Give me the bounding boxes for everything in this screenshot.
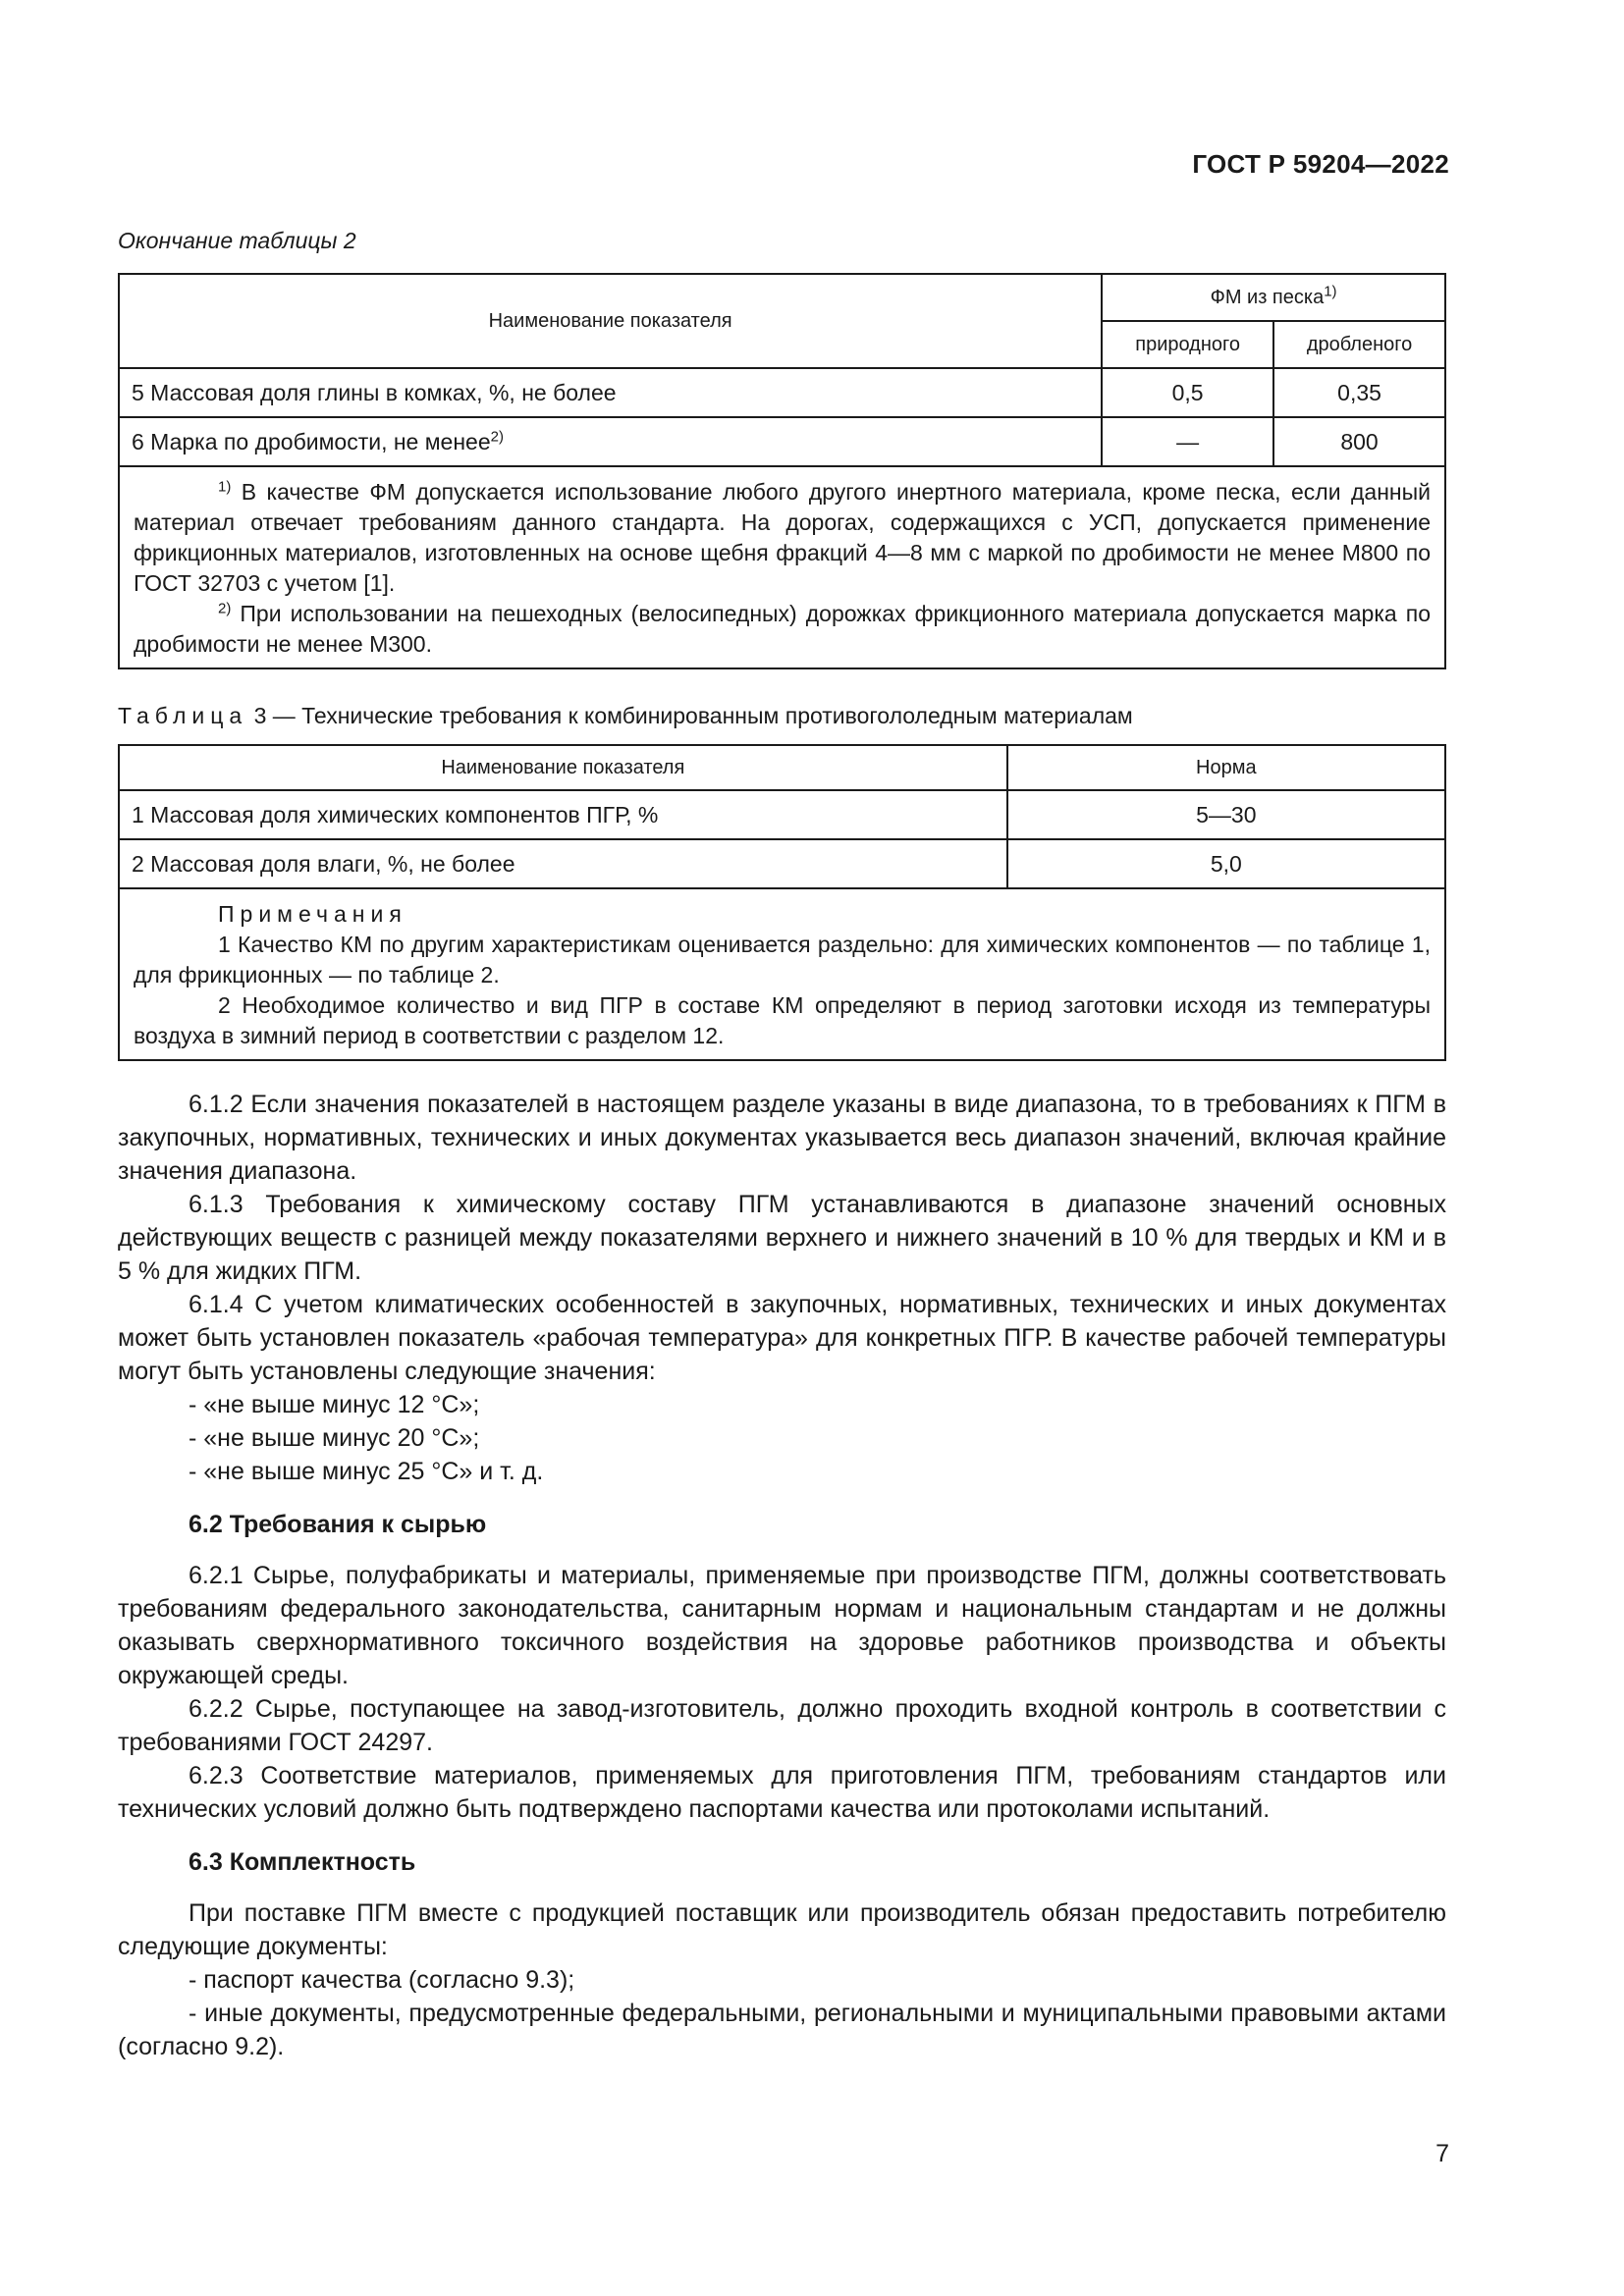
table3-caption: Таблица 3 — Технические требования к комбинированным противогололедным материалам: [118, 703, 1133, 728]
paragraph-6-1-2: 6.1.2 Если значения показателей в настоящем разделе указаны в виде диапазона, то в требованиях к ПГМ в закупочных, нормативных, технических и иных документах указывается весь диапазон значений, включая крайние значения диапазона.: [118, 1091, 1446, 1185]
standard-id: ГОСТ Р 59204—2022: [1192, 149, 1449, 179]
list-item: - «не выше минус 25 °С» и т. д.: [189, 1458, 544, 1485]
body-section-6: [118, 1088, 1446, 2063]
list-item: - «не выше минус 12 °С»;: [189, 1391, 480, 1418]
table-row: [119, 417, 1445, 466]
table3-row-name: 2 Массовая доля влаги, %, не более: [119, 839, 1007, 888]
table2-col-name: Наименование показателя: [119, 274, 1102, 368]
list-item: - иные документы, предусмотренные федеральными, региональными и муниципальными правовыми актами (согласно 9.2).: [118, 2000, 1446, 2060]
table2-row-crushed: 0,35: [1273, 368, 1445, 417]
footnote: $^{1)}$ В качестве ФМ допускается использование любого другого инертного материала, кроме песка, если данный материал отвечает требованиям данного стандарта. На дорогах, содержащихся с УСП, допускается применение фрикционных материалов, изготовленных на основе щебня фракций 4—8 мм с маркой по дробимости не менее М800 по ГОСТ 32703 с учетом [1].: [134, 478, 1431, 596]
table3-col-norm: Норма: [1007, 745, 1445, 790]
paragraph-6-2-1: 6.2.1 Сырье, полуфабрикаты и материалы, применяемые при производстве ПГМ, должны соответствовать требованиям федерального законодательства, санитарным нормам и национальным стандартам и не должны оказывать сверхнормативного токсичного воздействия на здоровье работников производства и объекты окружающей среды.: [118, 1562, 1446, 1689]
table3-row-norm: 5,0: [1007, 839, 1445, 888]
table2-row-natural: —: [1102, 417, 1273, 466]
table2-continuation-label: Окончание таблицы 2: [118, 228, 356, 253]
table2-footnotes: [119, 466, 1445, 668]
table-row: [119, 368, 1445, 417]
footnote: $^{2)}$ При использовании на пешеходных (велосипедных) дорожках фрикционного материала допускается марка по дробимости не менее М300.: [134, 600, 1431, 657]
table-2: [118, 273, 1446, 669]
table2-col-group: ФМ из песка$^{1)}$: [1102, 274, 1445, 321]
table3-col-name: Наименование показателя: [119, 745, 1007, 790]
table2-row-crushed: 800: [1273, 417, 1445, 466]
table2-col-crushed: дробленого: [1273, 321, 1445, 368]
notes-title: Примечания: [218, 901, 407, 927]
heading-6-2: 6.2 Требования к сырью: [189, 1511, 487, 1538]
paragraph-6-1-3: 6.1.3 Требования к химическому составу ПГМ устанавливаются в диапазоне значений основных действующих веществ с разницей между показателями верхнего и нижнего значений в 10 % для твердых и КМ и в 5 % для жидких ПГМ.: [118, 1191, 1446, 1285]
paragraph-6-2-2: 6.2.2 Сырье, поступающее на завод-изготовитель, должно проходить входной контроль в соответствии с требованиями ГОСТ 24297.: [118, 1695, 1446, 1756]
table3-notes: [119, 888, 1445, 1060]
paragraph-6-3: При поставке ПГМ вместе с продукцией поставщик или производитель обязан предоставить потребителю следующие документы:: [118, 1899, 1446, 1960]
heading-6-3: 6.3 Комплектность: [189, 1848, 416, 1876]
note: 1 Качество КМ по другим характеристикам оценивается раздельно: для химических компонентов — по таблице 1, для фрикционных — по таблице 2.: [134, 932, 1431, 988]
table2-col-natural: природного: [1102, 321, 1273, 368]
paragraph-6-1-4: 6.1.4 С учетом климатических особенностей в закупочных, нормативных, технических и иных документах может быть установлен показатель «рабочая температура» для конкретных ПГР. В качестве рабочей температуры могут быть установлены следующие значения:: [118, 1291, 1446, 1385]
table2-row-natural: 0,5: [1102, 368, 1273, 417]
table-3: [118, 744, 1446, 1061]
note: 2 Необходимое количество и вид ПГР в составе КМ определяют в период заготовки исходя из температуры воздуха в зимний период в соответствии с разделом 12.: [134, 992, 1431, 1048]
table2-row-name: 6 Марка по дробимости, не менее$^{2)}$: [119, 417, 1102, 466]
list-item: - «не выше минус 20 °С»;: [189, 1424, 480, 1452]
paragraph-6-2-3: 6.2.3 Соответствие материалов, применяемых для приготовления ПГМ, требованиям стандартов или технических условий должно быть подтверждено паспортами качества или протоколами испытаний.: [118, 1762, 1446, 1823]
table-row: [119, 790, 1445, 839]
list-item: - паспорт качества (согласно 9.3);: [189, 1966, 575, 1994]
table2-row-name: 5 Массовая доля глины в комках, %, не более: [119, 368, 1102, 417]
page-number: 7: [1435, 2140, 1449, 2167]
table3-row-name: 1 Массовая доля химических компонентов ПГР, %: [119, 790, 1007, 839]
table-row: [119, 839, 1445, 888]
table3-row-norm: 5—30: [1007, 790, 1445, 839]
